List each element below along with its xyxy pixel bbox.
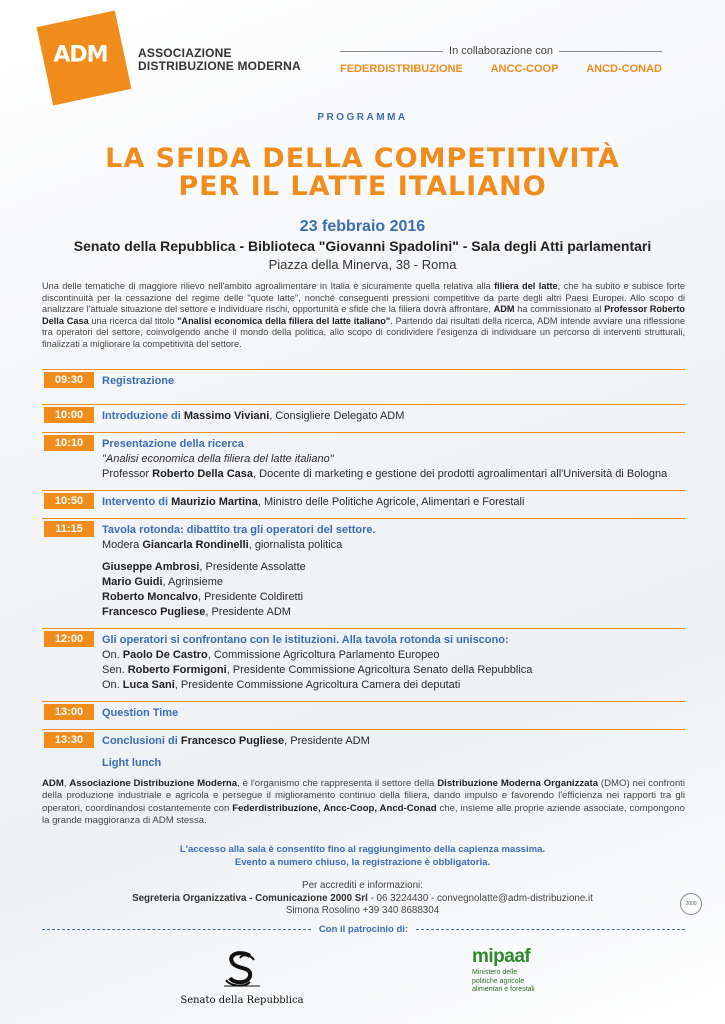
adm-description: ADM, Associazione Distribuzione Moderna, è l'organismo che rappresenta il settore della Distribuzione Moderna Organizzata (DMO) nei confronti della produzione industriale e agricola e persegue il miglioramento continuo della filiera, dando impulso e favorendo l'efficienza nei rapporti tra gli operatori, coordinandosi costantemente con Federdistribuzione, Ancc-Coop, Ancd-Conad che, insieme alle proprie aziende associate, compongono la grande maggioranza di ADM stessa.: [42, 778, 685, 827]
partner-ancd-conad: ANCD-CONAD: [586, 63, 662, 75]
time-badge: 09:30: [44, 372, 94, 388]
session-title: Intervento di Maurizio Martina, Ministro delle Politiche Agricole, Alimentari e Forestali: [102, 496, 525, 508]
partner-federdistribuzione: FEDERDISTRIBUZIONE: [340, 63, 463, 75]
adm-logo-text: ADM: [53, 42, 108, 68]
patronage-label: Con il patrocinio di:: [318, 924, 409, 935]
adm-logo: [37, 11, 132, 106]
session-title: Introduzione di Massimo Viviani, Consigliere Delegato ADM: [102, 410, 405, 422]
time-badge: 10:10: [44, 435, 94, 451]
partner-ancc-coop: ANCC-COOP: [490, 63, 559, 75]
collaboration-label: In collaborazione con: [340, 45, 662, 57]
programma-label: PROGRAMMA: [317, 112, 408, 123]
schedule-row: [42, 628, 685, 698]
time-badge: 13:00: [44, 704, 94, 720]
time-badge: 12:00: [44, 631, 94, 647]
schedule-row: [42, 490, 685, 515]
session-title: Presentazione della ricerca: [102, 438, 244, 450]
association-line-1: ASSOCIAZIONE: [138, 46, 232, 60]
title-line-2: PER IL LATTE ITALIANO: [178, 171, 547, 202]
association-line-2: DISTRIBUZIONE MODERNA: [138, 59, 301, 73]
speaker-line: Professor Roberto Della Casa, Docente di marketing e gestione dei prodotti agroalimentari all'Università di Bologna: [102, 468, 668, 480]
guest-line: On. Luca Sani, Presidente Commissione Agricoltura Camera dei deputati: [102, 679, 461, 691]
guest-line: On. Paolo De Castro, Commissione Agricoltura Parlamento Europeo: [102, 649, 440, 661]
mipaaf-logo: [472, 946, 572, 995]
moderator-line: Modera Giancarla Rondinelli, giornalista politica: [102, 539, 343, 551]
event-address: Piazza della Minerva, 38 - Roma: [268, 257, 457, 272]
patronage-divider: [42, 924, 685, 935]
mipaaf-subtitle: Ministero delle politiche agricole alimentari e forestali: [472, 969, 535, 993]
mipaaf-wordmark: mipaaf: [472, 946, 531, 967]
session-title: Question Time: [102, 707, 179, 719]
time-badge: 10:00: [44, 407, 94, 423]
access-notice: L'accesso alla sala è consentito fino al raggiungimento della capienza massima. Evento a numero chiuso, la registrazione è obbligatoria.: [179, 844, 546, 868]
schedule-row: [42, 729, 685, 754]
partner-list: [340, 63, 662, 75]
time-badge: 13:30: [44, 732, 94, 748]
event-date: 23 febbraio 2016: [299, 218, 426, 235]
time-badge: 11:15: [44, 521, 94, 537]
schedule-row: [42, 432, 685, 487]
schedule-row: [42, 701, 685, 726]
session-title: Registrazione: [102, 375, 175, 387]
lunch-label: Light lunch: [102, 757, 162, 769]
contact-info: Per accrediti e informazioni: Segreteria Organizzativa - Comunicazione 2000 Srl - 06 3224430 - convegnolatte@adm-distribuzione.it Simona Rosolino +39 340 8688304: [132, 880, 593, 917]
session-title: Tavola rotonda: dibattito tra gli operatori del settore.: [102, 524, 376, 536]
research-title: "Analisi economica della filiera del latte italiano": [102, 453, 334, 465]
lunch-row: [42, 756, 685, 771]
schedule-row: [42, 369, 685, 394]
senato-logo: [172, 950, 312, 1006]
guest-line: Sen. Roberto Formigoni, Presidente Commissione Agricoltura Senato della Repubblica: [102, 664, 533, 676]
senato-label: Senato della Repubblica: [180, 995, 304, 1006]
panel-member: Mario Guidi, Agrinsieme: [102, 576, 224, 588]
session-title: Conclusioni di Francesco Pugliese, Presidente ADM: [102, 735, 370, 747]
panel-member: Francesco Pugliese, Presidente ADM: [102, 606, 291, 618]
schedule-row: [42, 404, 685, 429]
time-badge: 10:50: [44, 493, 94, 509]
session-title: Gli operatori si confrontano con le istituzioni. Alla tavola rotonda si uniscono:: [102, 634, 509, 646]
page-title: [0, 145, 725, 201]
comunicazione-2000-icon: 2000: [680, 893, 702, 915]
event-venue: Senato della Repubblica - Biblioteca "Giovanni Spadolini" - Sala degli Atti parlamentari: [73, 238, 652, 254]
schedule-row: [42, 518, 685, 625]
collaboration-block: [340, 45, 662, 75]
association-name: [138, 47, 301, 73]
schedule: [42, 369, 685, 771]
panel-member: Giuseppe Ambrosi, Presidente Assolatte: [102, 561, 306, 573]
senato-emblem-icon: [220, 950, 264, 988]
intro-paragraph: Una delle tematiche di maggiore rilievo nell'ambito agroalimentare in Italia è sicuramente quella relativa alla filiera del latte, che ha subito e subisce forte discontinuità per la cessazione del regime delle "quote latte", nonché conseguenti pressioni competitive da parte degli altri Paesi Europei. Allo scopo di analizzare l'attuale situazione del settore e individuare rischi, opportunità e sfide che la filiera dovrà affrontare, ADM ha commissionato al Professor Roberto Della Casa una ricerca dal titolo "Analisi economica della filiera del latte italiano". Partendo dai risultati della ricerca, ADM intende avviare una riflessione tra operatori del settore, coinvolgendo anche il mondo della politica, allo scopo di condividere l'esigenza di individuare un percorso di interventi strutturali, finalizzati a migliorare la competitività del settore.: [42, 281, 685, 349]
title-line-1: LA SFIDA DELLA COMPETITIVITÀ: [105, 143, 620, 174]
panel-member: Roberto Moncalvo, Presidente Coldiretti: [102, 591, 304, 603]
